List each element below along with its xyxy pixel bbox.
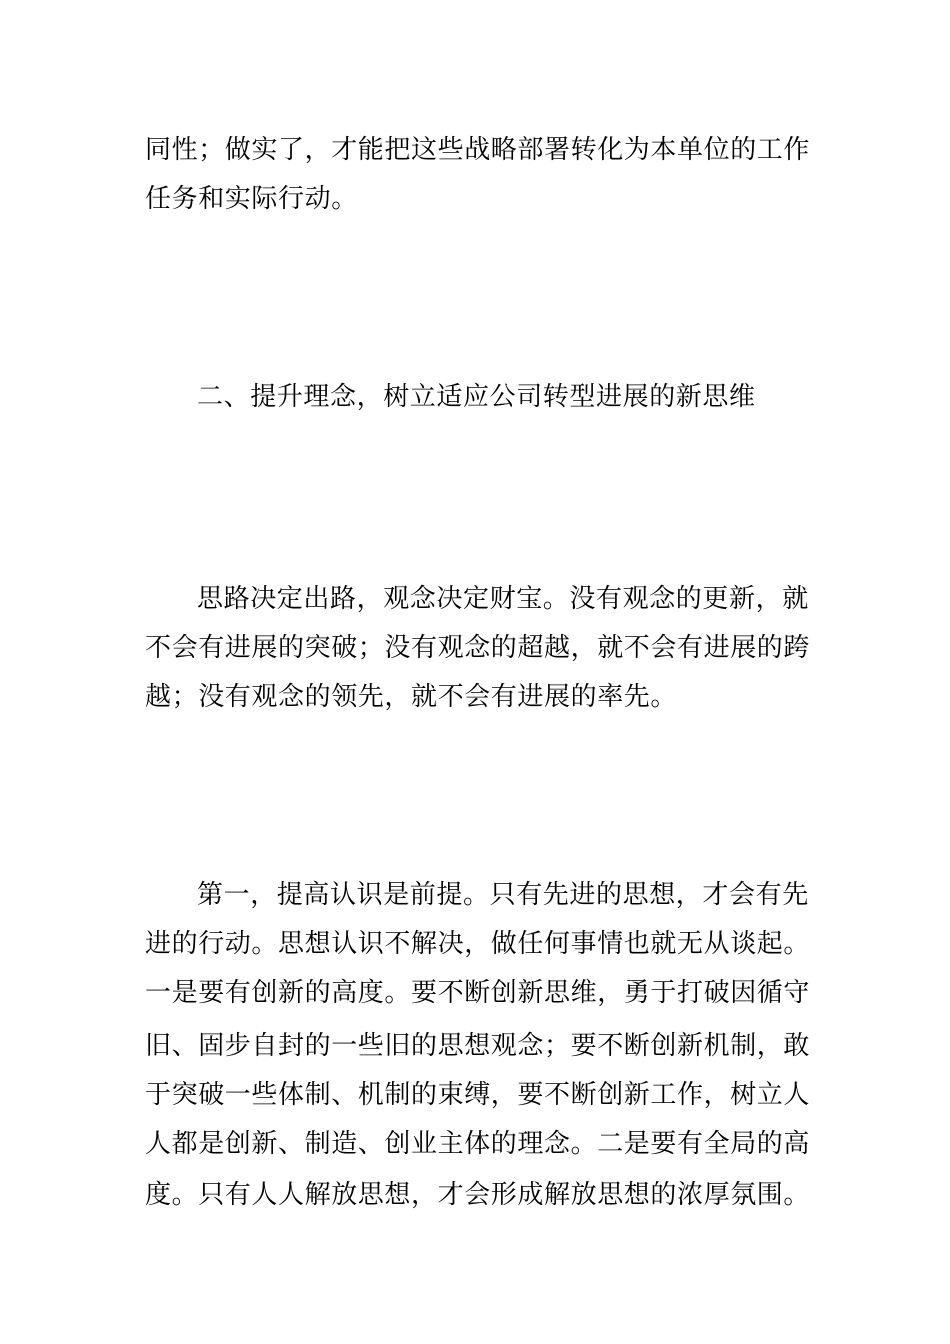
text-line: 于突破一些体制、机制的束缚，要不断创新工作，树立人 <box>145 1080 811 1110</box>
text-line: 进的行动。思想认识不解决，做任何事情也就无从谈起。 <box>145 929 811 959</box>
text-line: 一是要有创新的高度。要不断创新思维，勇于打破因循守 <box>145 978 811 1008</box>
section-heading: 二、提升理念，树立适应公司转型进展的新思维 <box>197 382 756 412</box>
text-line: 思路决定出路，观念决定财宝。没有观念的更新，就 <box>197 584 809 614</box>
text-line: 第一，提高认识是前提。只有先进的思想，才会有先 <box>197 880 809 910</box>
text-line: 度。只有人人解放思想，才会形成解放思想的浓厚氛围。 <box>145 1180 811 1210</box>
text-line: 同性；做实了，才能把这些战略部署转化为本单位的工作 <box>145 135 811 165</box>
text-line: 任务和实际行动。 <box>145 184 358 214</box>
text-line: 不会有进展的突破；没有观念的超越，就不会有进展的跨 <box>145 633 811 663</box>
text-line: 人都是创新、制造、创业主体的理念。二是要有全局的高 <box>145 1129 811 1159</box>
text-line: 越；没有观念的领先，就不会有进展的率先。 <box>145 682 678 712</box>
text-line: 旧、固步自封的一些旧的思想观念；要不断创新机制，敢 <box>145 1031 811 1061</box>
